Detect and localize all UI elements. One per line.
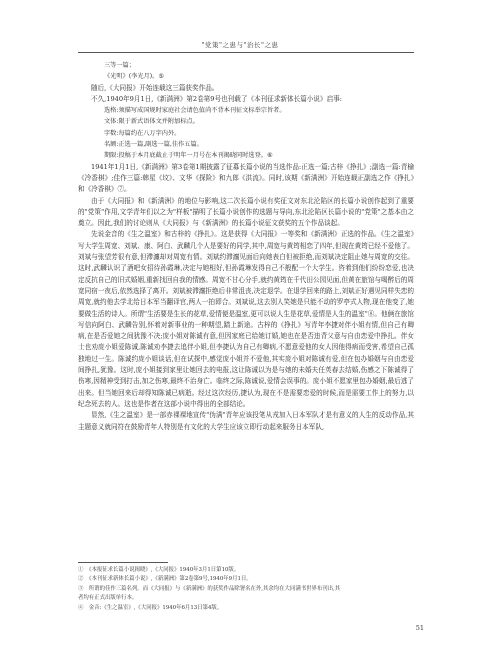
notice-item: 选格:须描写成国规时家庭社会请色值尚不背本刊征文标举宗旨者。 <box>104 107 286 115</box>
footnotes <box>78 566 414 613</box>
text-line: 不久,1940年9月1日,《新满洲》第2卷第9号也刊载了《本刊征求新体长篇小说》启事: <box>91 94 342 103</box>
footnote: ③ 所谓的佳作三篇名列。而《大同报》与《新满洲》的获奖作品除署名在外,其余均在大同满书世界布刊出,其 <box>78 585 341 592</box>
notice-item: 期限:投稿于本月底截止于明年一月号在本刊揭晓同时选登。⑥ <box>104 152 273 160</box>
footnote: ② 《本刊征求新体长篇小说》,《新满洲》第2卷第9号,1940年9月1日。 <box>78 576 252 583</box>
footnote: ④ 金音:《生之温室》,《大同报》1940年6月13日第4版。 <box>78 604 223 611</box>
body-text <box>78 60 414 433</box>
paragraph: 1941年1月1日,《新满洲》第3卷第1期披露了征募长篇小说的当选作品:正选一篇;古梓《挣扎》;副选一篇:青榆《冷香棋》;佳作三篇:韩星《坟》、文华《探险》和九郎《洪流》。同时,该期《新满洲》开始连载正副选之作《挣扎》和《冷香棋》⑦。 <box>78 162 414 194</box>
notice-item: 文体:限于新式语体文并附加标点。 <box>104 118 199 126</box>
notice-item: 名额:正选一篇,副选一篇,佳作五篇。 <box>104 141 203 149</box>
text-line: 随后,《大同报》开始连载这三篇获奖作品。 <box>91 83 219 92</box>
paragraph: 先说金音的《生之温室》和古梓的《挣扎》。这是获得《大同报》一等奖和《新满洲》正选的作品。《生之温室》写大学生周宽、刘斌、康、阿白、武麟几个人是要好的同学,其中,周宽与黄筠相恋了四年,但现在黄筠已经不爱他了。刘斌与张望芳很有意,但滞瀍却对周宽有情。刘斌约滞瀍见面后向她表白但被拒绝,而刘斌决定阻止她与周宽的交往。这时,武麟认识了酒吧女招待孙霞琳,决定与她相好,但孙霞琳发得自己不般配一个大学生。咨着到他们纷纷恋爱,也决定反抗自己的旧式婚姻,重新找回自我的情感。周宽不甘心分手,就约黄筠在千代田公园见面,但黄在旅馆与喝醉后的周宽同宿一夜后,依然选择了离开。刘斌被滞瀍拒绝后非常沮丧,决定退学。在退学回来的路上,刘斌正好遇见同样失恋的周宽,就约他去学北给日本军当翻译官,两人一拍即合。刘斌说,这去别人笑她是只能不动的罗亭式人物,现在他变了,她要做生活的诗人。所谓"生活要是生长的花草,爱情便是温室,更可以说人生是花草,爱情是人生的温室"⑧。他俩在旅馆写信向阿白、武麟告别,怀着对新事业的一种期望,踏上新途。古梓的《挣扎》写青年李捷对伴小姐有情,但自己有卿病,在是否爱她之间犹豫不决;庞小姐对陈诚有意,但因家庭已给她订婚,她也在是否违背父意与自由恋爱中挣扎。伴女士也劝庞小姐爱陈诚,陈诚劝李捷去追伴小姐,但李捷认为自己有卿病,不愿意爱他的女人因他得病而受害,希望自己孤独地过一生。陈诚约庞小姐谈话,但在试探中,感觉庞小姐并不爱他,其实庞小姐对陈诚有爱,但在包办婚姻与自由恋爱间挣扎,犹豫。这时,庞小姐接到家里让她回去的电报,这让陈诚以为是与她的未婚夫任英春去结婚,伤感之下陈诚得了伤寒,因精神受到打击,加之伤寒,最终不治身亡。临终之际,陈诚说,爱情会误事的。庞小姐不愿家里包办婚姻,最后逃了出来。但当她回来后却得知陈诚已病逝。经过这次经历,捷认为,现在不是需要恋爱的时候,而是需要工作上的努力,以纪念死去的人。这也是作者在这部小说中得出的全部结论。 <box>78 230 414 408</box>
paragraph: 显然,《生之温室》是一部赤裸裸地宣传"伪满"青年应该投笔从戎加入日本军队才是有意义的人生的反动作品,其主题意义就同符在鼓励青年人特别是有文化的大学生应该立即行动起来服务日本军队, <box>78 411 414 431</box>
running-head: "党策"之患与"治长"之患 <box>201 41 279 49</box>
footnote-rule <box>78 562 168 563</box>
header-rule <box>78 52 414 53</box>
paragraph: 由于《大同报》和《新满洲》的地位与影响,这二次长篇小说有奖征文对东北沦陷区的长篇小说创作起到了重要的"党策"作用,文学青年们以之为"样板"描明了长篇小说创作的选题与导向,东北沦陷区长篇小说的"党策"之基本由之奠立。因此,我们的讨论则从《大同报》与《新满洲》的长篇小说征文获奖的五个作品谈起。 <box>78 196 414 228</box>
footnote: 者均有正式出版单行本。 <box>78 595 138 602</box>
notice-item: 字数:每篇约在八万字内外。 <box>104 129 181 137</box>
text-line: 三等一篇； <box>104 62 135 69</box>
text-line: 《光明》(李光月)。⑤ <box>104 73 164 81</box>
page-number: 51 <box>415 624 424 632</box>
footnote: ① 《本报征求长篇小说揭晓》,《大同报》1940年3月1日第10版。 <box>78 567 240 573</box>
